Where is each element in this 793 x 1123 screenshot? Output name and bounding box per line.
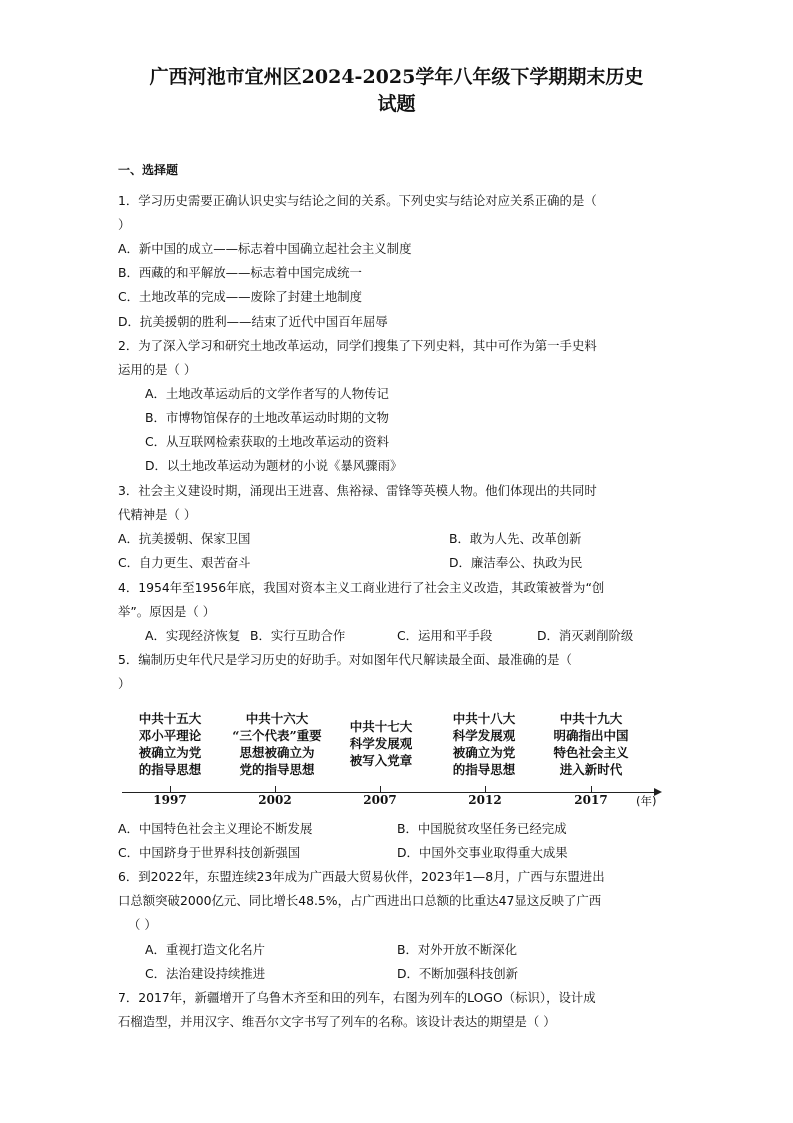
q3-option-c: C．自力更生、艰苦奋斗 — [118, 555, 251, 570]
q6-option-d: D．不断加强科技创新 — [397, 966, 519, 981]
timeline-tick — [591, 786, 592, 792]
q2-option-b: B．市博物馆保存的土地改革运动时期的文物 — [145, 410, 389, 425]
timeline-event: 中共十八大 科学发展观 被确立为党 的指导思想 — [452, 711, 516, 777]
q5-option-b: B．中国脱贫攻坚任务已经完成 — [397, 821, 567, 836]
q6-option-c: C．法治建设持续推进 — [145, 966, 266, 981]
q4-stem-line-2: 举”。原因是（ ） — [118, 604, 216, 619]
q2-option-c: C．从互联网检索获取的土地改革运动的资料 — [145, 434, 390, 449]
timeline-tick — [380, 786, 381, 792]
timeline-year: 2007 — [363, 793, 397, 807]
q1-option-c: C．土地改革的完成——废除了封建土地制度 — [118, 289, 363, 304]
q7-stem-line-2: 石榴造型，并用汉字、维吾尔文字书写了列车的名称。该设计表达的期望是（ ） — [118, 1014, 556, 1029]
q3-stem-line-2: 代精神是（ ） — [118, 507, 197, 522]
q6-option-a: A．重视打造文化名片 — [145, 942, 265, 957]
timeline-year: 2002 — [258, 793, 292, 807]
q2-stem-line-1: 2．为了深入学习和研究土地改革运动，同学们搜集了下列史料，其中可作为第一手史料 — [118, 338, 597, 353]
q3-option-b: B．敢为人先、改革创新 — [449, 531, 582, 546]
q3-option-d: D．廉洁奉公、执政为民 — [449, 555, 583, 570]
timeline-tick — [170, 786, 171, 792]
q5-stem-line-1: 5．编制历史年代尺是学习历史的好助手。对如图年代尺解读最全面、最准确的是（ — [118, 652, 572, 667]
title-line-1: 广西河池市宜州区2024-2025学年八年级下学期期末历史 — [149, 66, 644, 88]
q2-option-d: D．以土地改革运动为题材的小说《暴风骤雨》 — [145, 458, 403, 473]
q4-option-d: D．消灭剥削阶级 — [537, 628, 634, 643]
q2-stem-line-2: 运用的是（ ） — [118, 362, 197, 377]
q5-stem-line-2: ） — [118, 676, 131, 691]
timeline-event: 中共十七大 科学发展观 被写入党章 — [349, 719, 413, 768]
page-title — [60, 64, 733, 118]
timeline-year: 1997 — [153, 793, 187, 807]
timeline-event: 中共十九大 明确指出中国 特色社会主义 进入新时代 — [553, 711, 629, 777]
timeline-tick — [485, 786, 486, 792]
title-line-2: 试题 — [377, 93, 416, 115]
q1-option-d: D．抗美援朝的胜利——结束了近代中国百年屈辱 — [118, 314, 388, 329]
q2-option-a: A．土地改革运动后的文学作者写的人物传记 — [145, 386, 389, 401]
q6-stem-line-2: 口总额突破2000亿元、同比增长48.5%，占广西进出口总额的比重达47显这反映了广西 — [118, 893, 602, 908]
q6-stem-line-3: （ ） — [128, 917, 157, 932]
q5-option-d: D．中国外交事业取得重大成果 — [397, 845, 568, 860]
q4-option-c: C．运用和平手段 — [397, 628, 493, 643]
q3-stem-line-1: 3．社会主义建设时期，涌现出王进喜、焦裕禄、雷锋等英模人物。他们体现出的共同时 — [118, 483, 597, 498]
timeline-figure — [118, 706, 678, 812]
q5-option-c: C．中国跻身于世界科技创新强国 — [118, 845, 301, 860]
q6-stem-line-1: 6．到2022年，东盟连续23年成为广西最大贸易伙伴，2023年1—8月，广西与东盟进出 — [118, 869, 605, 884]
timeline-year: 2012 — [468, 793, 502, 807]
q1-stem-line-1: 1．学习历史需要正确认识史实与结论之间的关系。下列史实与结论对应关系正确的是（ — [118, 193, 597, 208]
q6-option-b: B．对外开放不断深化 — [397, 942, 518, 957]
q5-option-a: A．中国特色社会主义理论不断发展 — [118, 821, 313, 836]
q1-stem-line-2: ） — [118, 217, 131, 232]
q1-option-a: A．新中国的成立——标志着中国确立起社会主义制度 — [118, 241, 412, 256]
section-heading: 一、选择题 — [118, 163, 179, 177]
q1-option-b: B．西藏的和平解放——标志着中国完成统一 — [118, 265, 362, 280]
timeline-unit: (年) — [636, 794, 657, 808]
timeline-event: 中共十六大 “三个代表”重要 思想被确立为 党的指导思想 — [232, 711, 322, 777]
q4-option-a: A．实现经济恢复 — [145, 628, 241, 643]
timeline-tick — [275, 786, 276, 792]
q4-stem-line-1: 4．1954年至1956年底，我国对资本主义工商业进行了社会主义改造，其政策被誉为“创 — [118, 580, 605, 595]
timeline-year: 2017 — [574, 793, 608, 807]
q7-stem-line-1: 7．2017年，新疆增开了乌鲁木齐至和田的列车，右图为列车的LOGO（标识），设计成 — [118, 990, 596, 1005]
q4-option-b: B．实行互助合作 — [250, 628, 346, 643]
timeline-event: 中共十五大 邓小平理论 被确立为党 的指导思想 — [138, 711, 202, 777]
q3-option-a: A．抗美援朝、保家卫国 — [118, 531, 251, 546]
